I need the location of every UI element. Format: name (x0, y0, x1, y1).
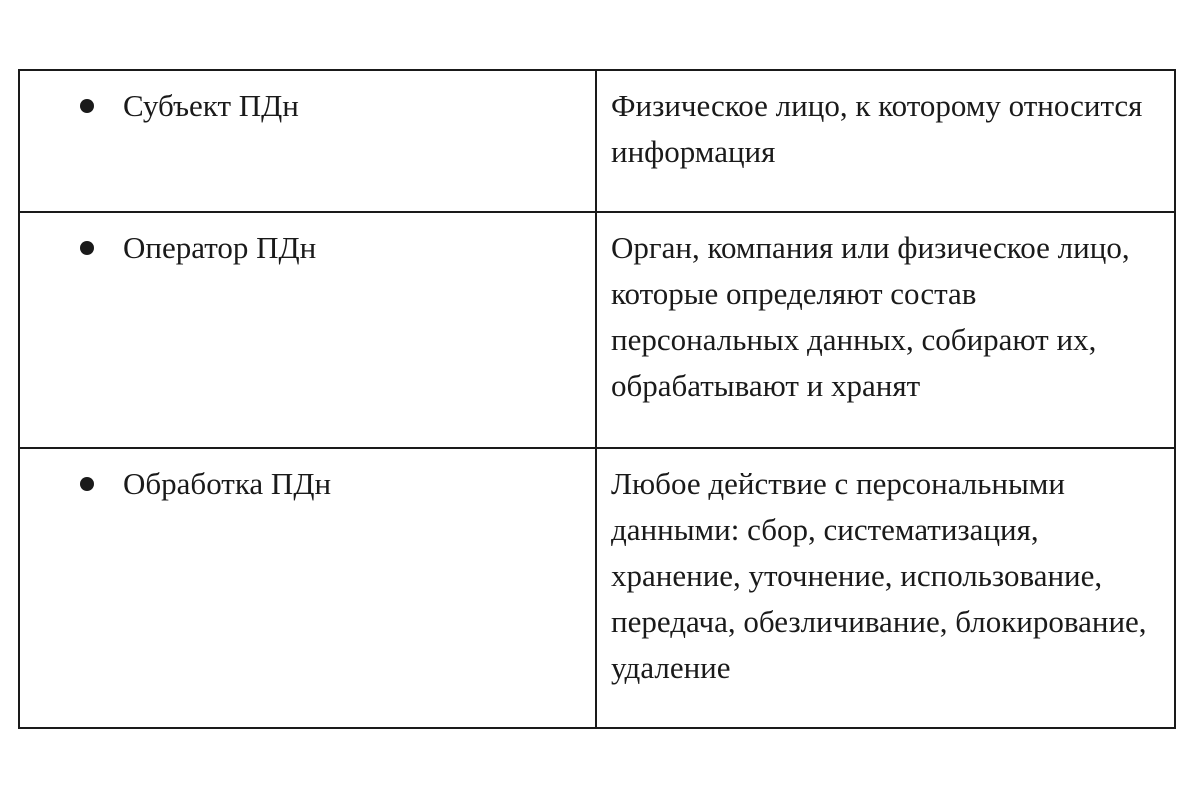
bullet-icon (80, 477, 94, 491)
bullet-icon (80, 99, 94, 113)
definitions-table (18, 69, 1176, 729)
definition-cell (596, 212, 1175, 448)
term-text: Обработка ПДн (123, 466, 332, 501)
table-row (19, 212, 1175, 448)
table-row (19, 448, 1175, 728)
bullet-icon (80, 241, 94, 255)
definition-text: Любое действие с персональными данными: сбор, систематизация, хранение, уточнение, использование, передача, обезличивание, блокирование, удаление (611, 466, 1147, 685)
definition-text: Физическое лицо, к которому относится информация (611, 88, 1143, 169)
list-item (80, 225, 585, 271)
list-item (80, 461, 585, 507)
term-cell (19, 212, 596, 448)
term-text: Оператор ПДн (123, 230, 317, 265)
list-item (80, 83, 585, 129)
definition-text: Орган, компания или физическое лицо, которые определяют состав персональных данных, собирают их, обрабатывают и хранят (611, 230, 1130, 403)
term-cell (19, 70, 596, 212)
definition-cell (596, 448, 1175, 728)
term-cell (19, 448, 596, 728)
term-text: Субъект ПДн (123, 88, 299, 123)
definition-cell (596, 70, 1175, 212)
table-row (19, 70, 1175, 212)
